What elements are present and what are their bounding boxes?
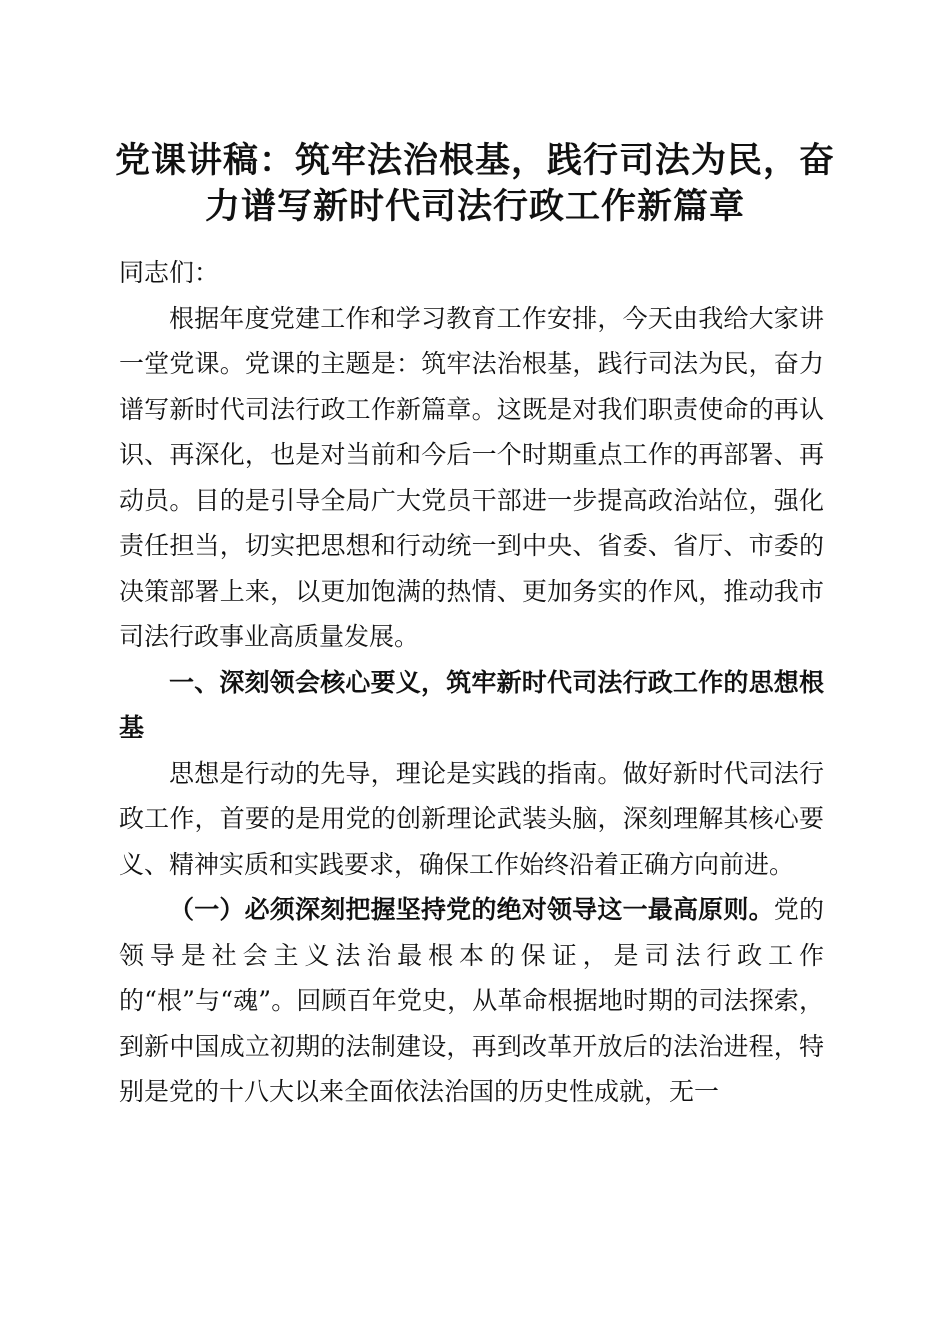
section-1-heading: 一、深刻领会核心要义，筑牢新时代司法行政工作的思想根基 xyxy=(119,667,824,742)
subsection-1-heading: （一）必须深刻把握坚持党的绝对领导这一最高原则。 xyxy=(169,895,774,924)
section-1-paragraph: 思想是行动的先导，理论是实践的指南。做好新时代司法行政工作，首要的是用党的创新理论武装头脑，深刻理解其核心要义、精神实质和实践要求，确保工作始终沿着正确方向前进。 xyxy=(119,758,824,879)
salutation: 同志们： xyxy=(119,258,220,287)
document-title xyxy=(100,138,850,230)
document-body xyxy=(119,250,824,1115)
title-line-2: 力谱写新时代司法行政工作新篇章 xyxy=(204,186,745,227)
intro-paragraph: 根据年度党建工作和学习教育工作安排，今天由我给大家讲一堂党课。党课的主题是：筑牢法治根基，践行司法为民，奋力谱写新时代司法行政工作新篇章。这既是对我们职责使命的再认识、再深化，也是对当前和今后一个时期重点工作的再部署、再动员。目的是引导全局广大党员干部进一步提高政治站位，强化责任担当，切实把思想和行动统一到中央、省委、省厅、市委的决策部署上来，以更加饱满的热情、更加务实的作风，推动我市司法行政事业高质量发展。 xyxy=(119,303,824,651)
subsection-1-paragraph xyxy=(119,887,824,1115)
subsection-1-text: 党的领导是社会主义法治最根本的保证，是司法行政工作的“根”与“魂”。回顾百年党史，从革命根据地时期的司法探索，到新中国成立初期的法制建设，再到改革开放后的法治进程，特别是党的十八大以来全面依法治国的历史性成就，无一 xyxy=(119,895,824,1106)
title-line-1: 党课讲稿：筑牢法治根基，践行司法为民，奋 xyxy=(114,140,835,181)
